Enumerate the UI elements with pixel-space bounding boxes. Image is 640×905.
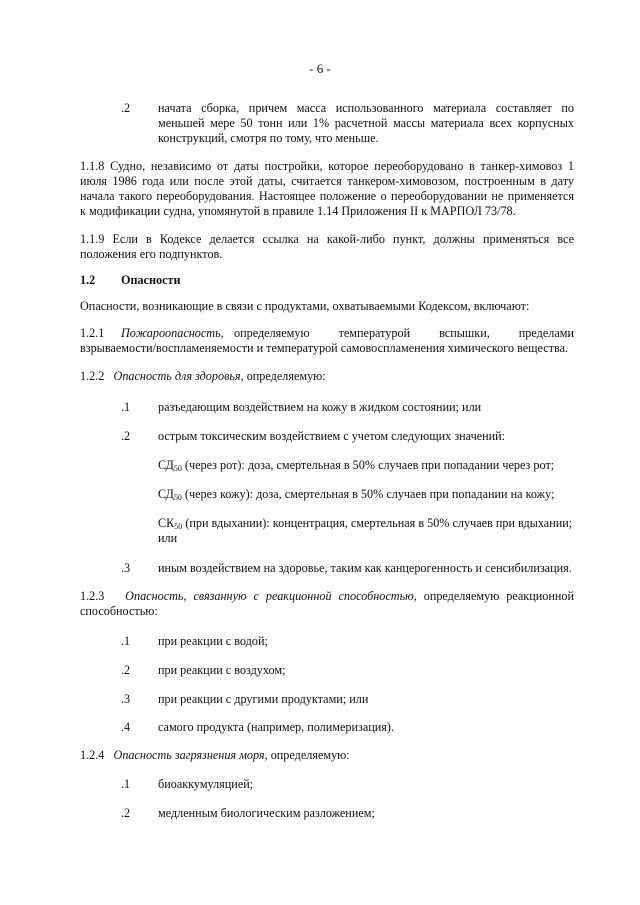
item-label: .2	[121, 101, 131, 115]
paragraph-line	[80, 589, 574, 604]
item-label: .4	[121, 720, 131, 734]
item-text: медленным биологическим разложением;	[158, 806, 375, 820]
item-label: .1	[121, 777, 131, 791]
paragraph-number: 1.2.1	[80, 326, 105, 340]
item-label: .1	[121, 634, 131, 648]
paragraph-line: 1.1.8 Судно, независимо от даты постройки, которое переоборудовано в танкер-химовоз 1	[80, 159, 574, 173]
paragraph-number: 1.2.3	[80, 589, 105, 603]
item-text: разъедающим воздействием на кожу в жидком состоянии; или	[158, 400, 482, 414]
term: Опасность для здоровья	[113, 369, 241, 383]
paragraph-line: взрываемости/воспламеняемости и температурой самовоспламенения химического вещества.	[80, 341, 569, 355]
item-text: при реакции с воздухом;	[158, 663, 286, 677]
lc-inhalation: $СК_{50}$ (при вдыхании): концентрация, смертельная в 50% случаев при вдыхании;	[158, 516, 573, 531]
item-text: острым токсическим воздействием с учетом следующих значений:	[158, 429, 506, 443]
item-label: .2	[121, 663, 131, 677]
paragraph-line: начала такого переоборудования. Настоящее положение о переоборудовании не применяется	[80, 189, 574, 203]
paragraph-line	[80, 369, 326, 384]
paragraph-rest: , определяемую:	[264, 748, 350, 762]
paragraph-rest: определяемую реакционной	[416, 589, 575, 603]
ld-oral: $СД_{50}$ (через рот): доза, смертельная в 50% случаев при попадании через рот;	[158, 458, 555, 473]
term: Опасность, связанную с реакционной способностью,	[125, 589, 417, 603]
term: Опасность загрязнения моря	[113, 748, 265, 762]
paragraph-line: определяемую температурой вспышки, пределами	[234, 326, 574, 340]
ld-dermal: $СД_{50}$ (через кожу): доза, смертельная в 50% случаев при попадании на кожу;	[158, 487, 555, 502]
item-label: .2	[121, 429, 131, 443]
paragraph-line: к модификации судна, упомянутой в правиле 1.14 Приложения II к МАРПОЛ 73/78.	[80, 204, 516, 218]
item-text: биоаккумуляцией;	[158, 777, 254, 791]
item-label: .3	[121, 692, 131, 706]
item-text-line: начата сборка, причем масса использованного материала составляет по	[158, 101, 574, 115]
paragraph-line: положения его подпунктов.	[80, 247, 223, 261]
lc-inhalation-cont: или	[158, 531, 178, 545]
paragraph-rest: , определяемую:	[240, 369, 326, 383]
paragraph-line: способностью:	[80, 604, 158, 618]
item-text: иным воздействием на здоровье, таким как канцерогенность и сенсибилизация.	[158, 561, 572, 575]
item-text-line: меньшей мере 50 тонн или 1% расчетной массы материала всех корпусных	[158, 116, 574, 130]
item-label: .2	[121, 806, 131, 820]
item-text: при реакции с другими продуктами; или	[158, 692, 369, 706]
item-label: .3	[121, 561, 131, 575]
intro-paragraph: Опасности, возникающие в связи с продуктами, охватываемыми Кодексом, включают:	[80, 299, 530, 313]
paragraph-line: июля 1986 года или после этой даты, считается танкером-химовозом, построенным в дату	[80, 174, 574, 188]
item-label: .1	[121, 400, 131, 414]
section-title: Опасности	[121, 273, 181, 287]
paragraph-number: 1.2.2	[80, 369, 105, 383]
paragraph-line	[80, 748, 350, 763]
paragraph-number: 1.2.4	[80, 748, 105, 762]
item-text: при реакции с водой;	[158, 634, 268, 648]
item-text: самого продукта (например, полимеризация).	[158, 720, 395, 734]
page-number: - 6 -	[309, 61, 331, 76]
section-number: 1.2	[80, 273, 96, 287]
term: Пожароопасность,	[121, 326, 224, 340]
item-text-line: конструкций, смотря по тому, что меньше.	[158, 131, 379, 145]
paragraph-line: 1.1.9 Если в Кодексе делается ссылка на какой-либо пункт, должны применяться все	[80, 232, 574, 246]
